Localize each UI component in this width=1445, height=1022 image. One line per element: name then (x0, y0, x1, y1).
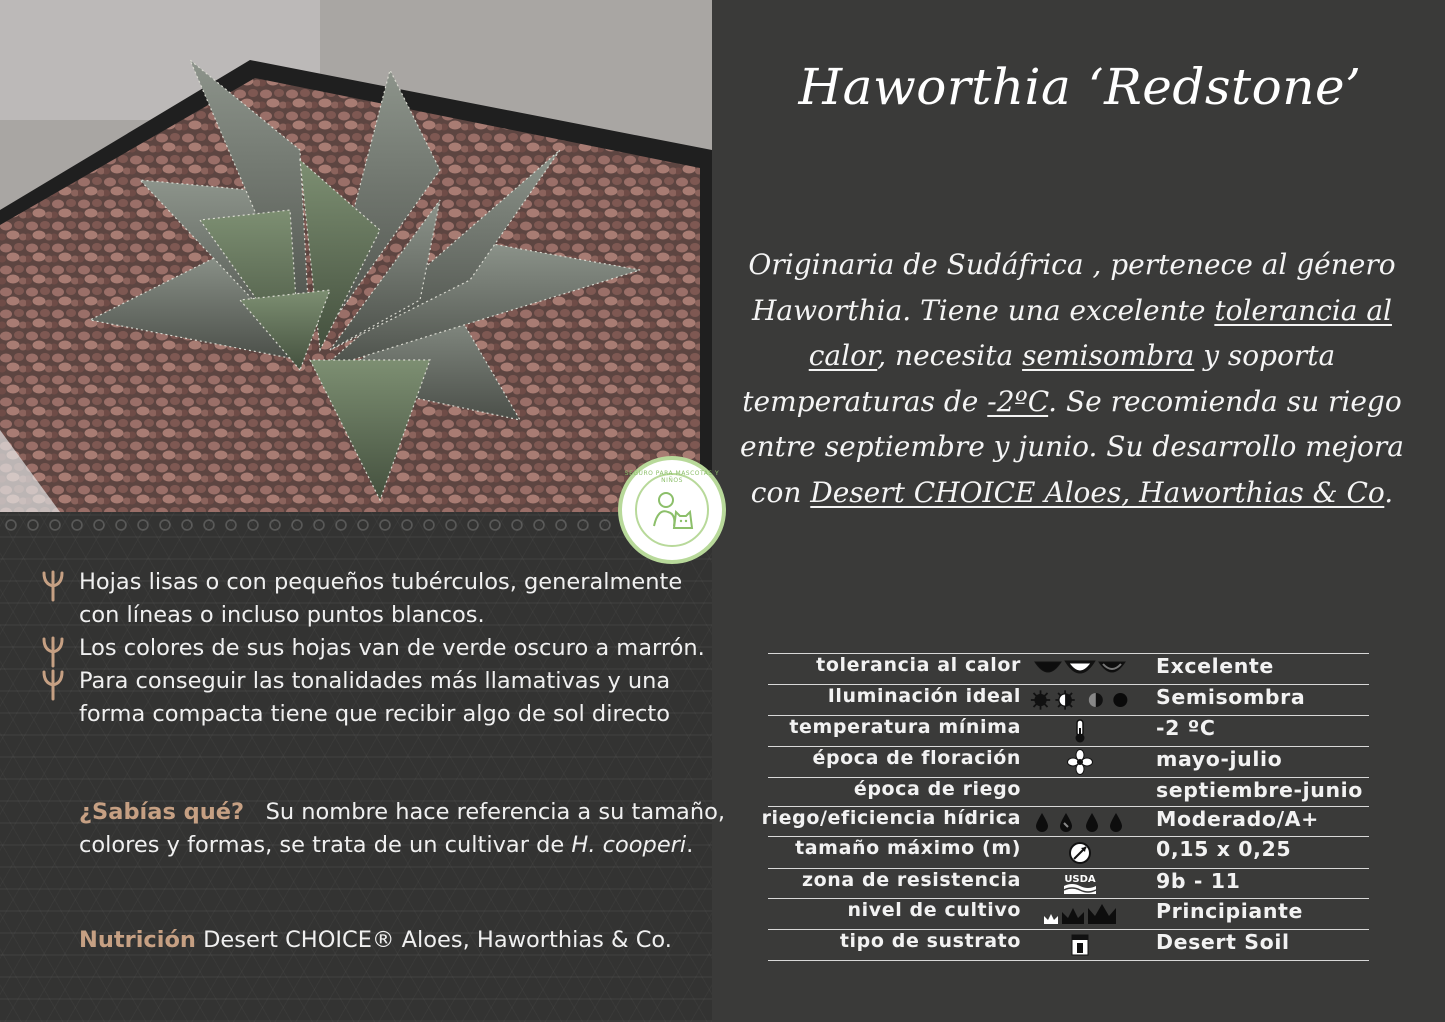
feature-text: Hojas lisas o con pequeños tubérculos, generalmente con líneas o incluso puntos blancos. (79, 569, 683, 628)
spec-label: tamaño máximo (m) (795, 837, 1021, 859)
description-highlight-nutrition: Desert CHOICE Aloes, Haworthias & Co (810, 475, 1385, 509)
trident-bullet-icon (40, 570, 66, 602)
nutrition-text: Desert CHOICE® Aloes, Haworthias & Co. (195, 927, 672, 953)
description-highlight-heat: tolerancia al calor (808, 293, 1392, 373)
spec-table (761, 653, 1369, 961)
pet-safe-badge (618, 456, 726, 564)
page-title: Haworthia ‘Redstone’ (798, 58, 1362, 116)
spec-value: Moderado/A+ (1156, 807, 1319, 831)
plant-photo (0, 0, 712, 512)
spec-row-max-size (768, 836, 1369, 868)
spec-value: -2 ºC (1156, 716, 1216, 740)
haworthia-illustration (0, 0, 712, 512)
description-text: . Se recomienda su riego entre septiembre y junio. Su desarrollo mejora con (740, 384, 1404, 509)
pets-and-kids-icon (646, 490, 698, 530)
spec-label: época de riego (853, 778, 1021, 800)
description-text: Originaria de Sudáfrica , pertenece al género Haworthia. Tiene una excelente (748, 248, 1396, 327)
spec-value: mayo-julio (1156, 747, 1283, 771)
spec-label: Iluminación ideal (827, 685, 1021, 707)
spec-row-water-efficiency (761, 806, 1369, 836)
spec-row-level (768, 898, 1369, 929)
did-you-know-text: Su nombre hace referencia a su tamaño, colores y formas, se trata de un cultivar de (79, 799, 733, 858)
usda-label: USDA (1064, 873, 1096, 885)
circle-pattern-strip (0, 512, 712, 538)
did-you-know-end: . (686, 832, 694, 858)
spec-label: tolerancia al calor (816, 654, 1021, 676)
spec-row-min-temp (768, 715, 1369, 746)
spec-label: tipo de sustrato (839, 930, 1021, 952)
feature-text: Los colores de sus hojas van de verde oscuro a marrón. (79, 635, 705, 661)
flower-icon (1030, 747, 1130, 777)
description-highlight-temp: -2ºC (987, 384, 1049, 418)
species-name: H. cooperi (571, 832, 687, 858)
spec-row-watering (768, 777, 1369, 806)
spec-label: riego/eficiencia hídrica (761, 807, 1021, 829)
water-drops-icon (1030, 807, 1130, 836)
feature-list (40, 566, 720, 731)
did-you-know (79, 796, 733, 862)
description-text: , necesita (877, 339, 1023, 373)
trident-bullet-icon (40, 636, 66, 668)
plant-description (728, 242, 1416, 516)
description-text: y soporta temperaturas de (742, 339, 1336, 418)
spec-label: zona de resistencia (801, 869, 1021, 891)
spec-row-substrate (768, 929, 1369, 961)
list-item (40, 665, 720, 731)
spec-value: Principiante (1156, 899, 1303, 923)
heat-tolerance-icon (1030, 654, 1130, 684)
nutrition-label: Nutrición (79, 927, 196, 953)
description-text: . (1384, 475, 1394, 509)
spec-value: 9b - 11 (1156, 869, 1241, 893)
light-icon (1030, 685, 1130, 715)
list-item (40, 632, 720, 665)
spec-value: 0,15 x 0,25 (1156, 837, 1292, 861)
spec-label: temperatura mínima (789, 716, 1021, 738)
spec-label: época de floración (812, 747, 1021, 769)
spec-value: Excelente (1156, 654, 1274, 678)
spec-row-heat (768, 653, 1369, 684)
list-item (40, 566, 720, 632)
spec-value: Semisombra (1156, 685, 1306, 709)
did-you-know-label: ¿Sabías qué? (79, 799, 245, 825)
nutrition-note (79, 924, 729, 957)
crowns-icon (1030, 899, 1130, 929)
trident-bullet-icon (40, 669, 66, 701)
spec-row-light (768, 684, 1369, 715)
feature-text: Para conseguir las tonalidades más llamativas y una forma compacta tiene que recibir algo de sol directo (79, 668, 671, 727)
soil-bag-icon (1030, 930, 1130, 960)
spec-value: septiembre-junio (1156, 778, 1363, 802)
usda-icon (1030, 869, 1130, 898)
spec-row-flowering (768, 746, 1369, 777)
description-highlight-light: semisombra (1022, 339, 1195, 373)
badge-label: SEGURO PARA MASCOTAS Y NIÑOS (624, 470, 720, 484)
spec-value: Desert Soil (1156, 930, 1290, 954)
spec-row-hardiness (768, 868, 1369, 898)
size-icon (1030, 837, 1130, 868)
spec-label: nivel de cultivo (847, 899, 1021, 921)
thermometer-icon (1030, 716, 1130, 746)
